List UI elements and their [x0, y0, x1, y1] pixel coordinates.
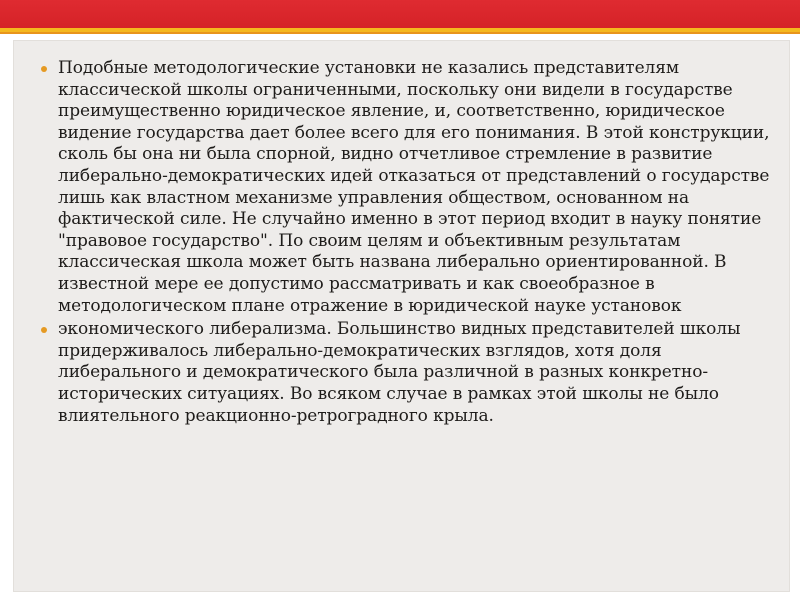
header-orange-stripe [0, 32, 800, 34]
bullet-dot-icon [41, 66, 47, 72]
header-red-band [0, 0, 800, 28]
bullet-dot-icon [41, 327, 47, 333]
bullet-text: экономического либерализма. Большинство видных представителей школы придерживалось либерально-демократических взглядов, хотя доля либерального и демократического была различной в разных конкретно-исторических ситуациях. Во всяком случае в рамках этой школы не было влиятельного реакционно-ретроградного крыла. [58, 319, 741, 426]
bullet-item [40, 319, 780, 427]
bullet-item [40, 58, 780, 317]
bullet-list [40, 58, 780, 427]
bullet-text: Подобные методологические установки не казались представителям классической школы ограниченными, поскольку они видели в государстве преимущественно юридическое явление, и, соответственно, юридическое видение государства дает более всего для его понимания. В этой конструкции, сколь бы она ни была спорной, видно отчетливое стремление в развитие либерально-демократических идей отказаться от представлений о государстве лишь как властном механизме управления обществом, основанном на фактической силе. Не случайно именно в этот период входит в науку понятие "правовое государство". По своим целям и объективным результатам классическая школа может быть названа либерально ориентированной. В известной мере ее допустимо рассматривать и как своеобразное в методологическом плане отражение в юридической науке установок [58, 58, 770, 316]
